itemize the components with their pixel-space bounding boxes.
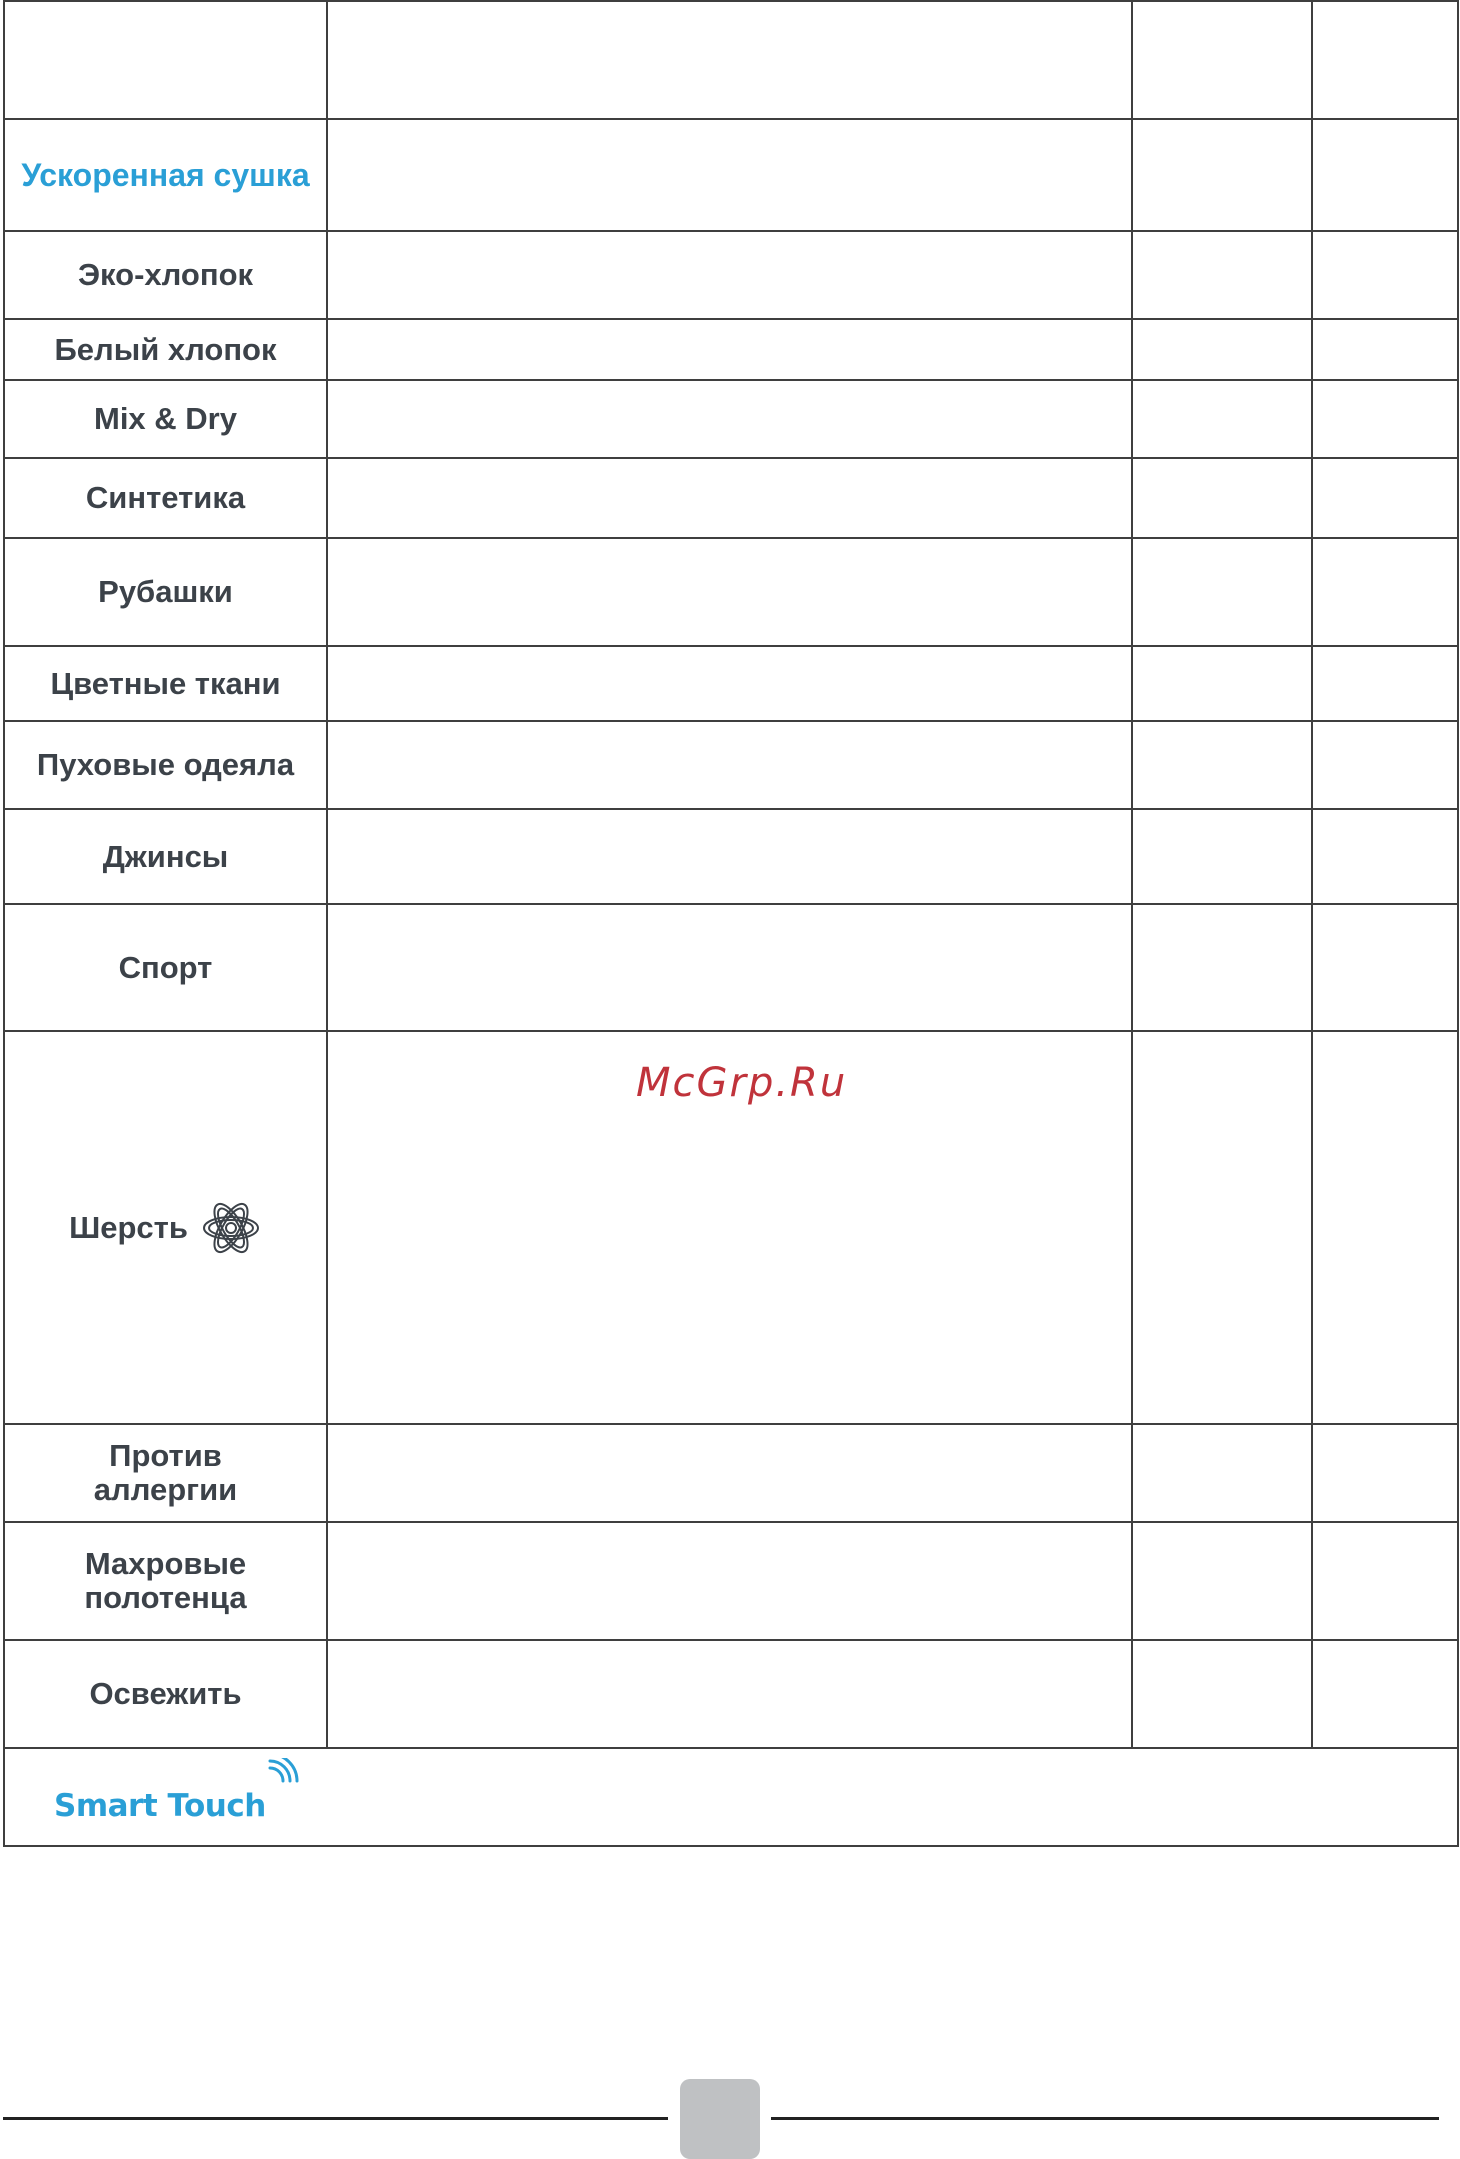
program-label: Ускоренная сушка: [21, 157, 310, 193]
program-cell: [1132, 646, 1312, 721]
footer-rule-right: [771, 2117, 1439, 2120]
program-table: [3, 0, 1459, 1847]
program-name: [4, 721, 327, 809]
program-label: Рубашки: [98, 574, 233, 609]
program-description: [327, 380, 1132, 458]
table-row: [4, 1640, 1458, 1748]
program-description: [327, 538, 1132, 646]
table-header-row: [4, 1, 1458, 119]
program-cell: [1132, 1424, 1312, 1522]
program-name: [4, 1424, 327, 1522]
program-description: [327, 721, 1132, 809]
program-name: [4, 1640, 327, 1748]
table-row: [4, 721, 1458, 809]
program-name: [4, 1031, 327, 1424]
table-row: [4, 119, 1458, 231]
program-cell: [1132, 809, 1312, 904]
program-label: Цветные ткани: [50, 665, 281, 701]
program-cell: [1312, 119, 1458, 231]
table-row: [4, 380, 1458, 458]
program-cell: [1132, 319, 1312, 380]
program-name: [4, 119, 327, 231]
program-name: [4, 458, 327, 538]
program-cell: [1312, 231, 1458, 319]
program-cell: [1312, 380, 1458, 458]
program-cell: [1312, 904, 1458, 1031]
smart-touch-logo: [54, 1758, 306, 1824]
program-name: [4, 380, 327, 458]
program-cell: [1312, 809, 1458, 904]
program-cell: [1132, 1640, 1312, 1748]
program-cell: [1132, 458, 1312, 538]
program-name: [4, 231, 327, 319]
table-row: [4, 646, 1458, 721]
smart-touch-label: Smart Touch: [54, 1788, 266, 1824]
program-name: [4, 538, 327, 646]
program-cell: [1132, 231, 1312, 319]
wool-mark-icon: [200, 1197, 262, 1259]
program-cell: [1132, 538, 1312, 646]
table-row: [4, 809, 1458, 904]
table-row: [4, 904, 1458, 1031]
header-cell-description: [327, 1, 1132, 119]
table-row: [4, 319, 1458, 380]
header-cell-col4: [1312, 1, 1458, 119]
program-cell: [1312, 721, 1458, 809]
program-description: [327, 809, 1132, 904]
program-cell: [1132, 119, 1312, 231]
program-cell: [1132, 1522, 1312, 1640]
program-description: [327, 1522, 1132, 1640]
program-description: [327, 319, 1132, 380]
program-cell: [1312, 458, 1458, 538]
program-description: [327, 1424, 1132, 1522]
program-label: Спорт: [118, 949, 213, 985]
program-description: [327, 1640, 1132, 1748]
program-cell: [1312, 1640, 1458, 1748]
program-cell: [1312, 1522, 1458, 1640]
table-row: [4, 231, 1458, 319]
program-cell: [1132, 721, 1312, 809]
program-label: Mix & Dry: [94, 401, 237, 436]
program-label-line: аллергии: [93, 1472, 238, 1507]
program-cell: [1132, 380, 1312, 458]
program-label: Джинсы: [102, 838, 229, 874]
table-row: [4, 538, 1458, 646]
program-name: [4, 904, 327, 1031]
program-cell: [1312, 319, 1458, 380]
program-description: [327, 904, 1132, 1031]
page-number-tab: [680, 2079, 760, 2159]
program-description: [327, 458, 1132, 538]
program-cell: [1312, 1031, 1458, 1424]
table-row: [4, 1522, 1458, 1640]
header-cell-program: [4, 1, 327, 119]
footer-rule-left: [3, 2117, 668, 2120]
program-cell: [1132, 904, 1312, 1031]
program-description: [327, 119, 1132, 231]
program-label-line: полотенца: [84, 1580, 247, 1615]
program-label: Синтетика: [85, 480, 246, 515]
watermark: McGrp.Ru: [636, 1060, 848, 1106]
program-label-line: Махровые: [84, 1546, 247, 1581]
program-name: [4, 646, 327, 721]
program-cell: [1132, 1031, 1312, 1424]
program-label: Шерсть: [69, 1209, 188, 1245]
header-cell-col3: [1132, 1, 1312, 119]
program-name: [4, 809, 327, 904]
table-row: [4, 458, 1458, 538]
program-description: [327, 231, 1132, 319]
program-label: Освежить: [89, 1676, 242, 1711]
program-name: [4, 1522, 327, 1640]
program-name: [4, 319, 327, 380]
program-label: Эко-хлопок: [77, 257, 254, 292]
wireless-signal-icon: [266, 1758, 306, 1800]
program-description: [327, 646, 1132, 721]
program-cell: [1312, 1424, 1458, 1522]
program-label-line: Против: [109, 1438, 222, 1473]
table-row: [4, 1424, 1458, 1522]
program-cell: [1312, 538, 1458, 646]
program-label: Пуховые одеяла: [36, 747, 295, 782]
program-cell: [1312, 646, 1458, 721]
program-label: Белый хлопок: [54, 331, 277, 367]
